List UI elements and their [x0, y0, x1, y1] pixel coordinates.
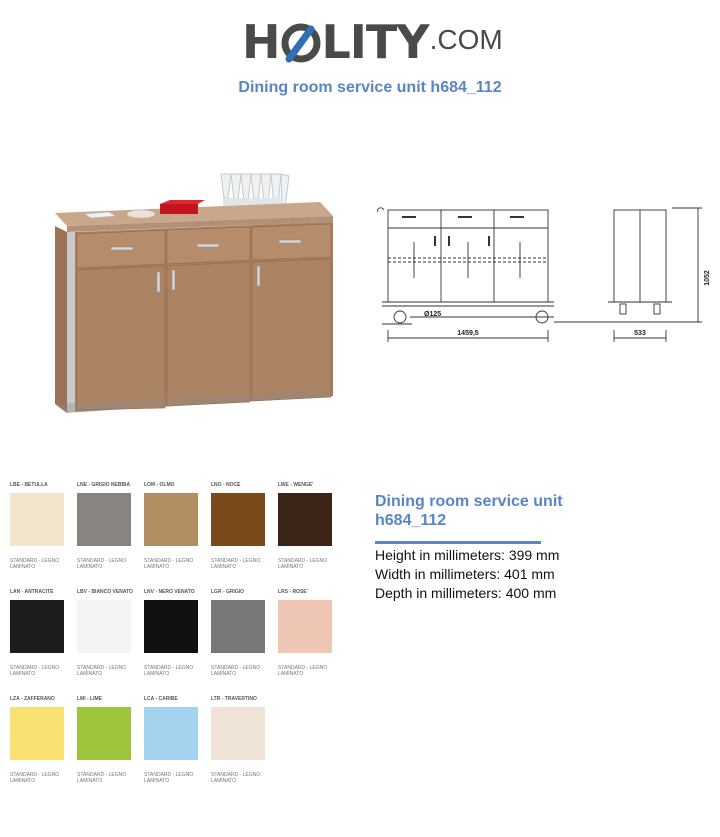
swatch-caption: STANDARD - LEGNO LAMINATO: [77, 558, 127, 570]
swatch-color[interactable]: [10, 707, 64, 760]
depth-dimension-label: 533: [634, 330, 646, 337]
logo-wordmark: [242, 14, 429, 70]
swatch-caption: STANDARD - LEGNO LAMINATO: [278, 558, 328, 570]
swatch-caption: STANDARD - LEGNO LAMINATO: [278, 665, 328, 677]
color-swatch-grid: [10, 482, 340, 792]
swatch-caption: STANDARD - LEGNO LAMINATO: [10, 665, 60, 677]
swatch-item[interactable]: [77, 696, 133, 784]
swatch-color[interactable]: [211, 493, 265, 546]
swatch-caption: STANDARD - LEGNO LAMINATO: [211, 665, 261, 677]
wheel-diameter-label: Ø125: [424, 311, 442, 318]
swatch-color[interactable]: [211, 707, 265, 760]
swatch-code: LWE - WENGE': [278, 482, 314, 488]
swatch-caption: STANDARD - LEGNO LAMINATO: [144, 772, 194, 784]
page-title: Dining room service unit h684_112: [238, 79, 502, 96]
swatch-item[interactable]: [278, 589, 334, 677]
swatch-caption: STANDARD - LEGNO LAMINATO: [144, 665, 194, 677]
swatch-item[interactable]: [144, 696, 200, 784]
swatch-color[interactable]: [211, 600, 265, 653]
swatch-item[interactable]: [10, 482, 66, 570]
swatch-item[interactable]: [77, 482, 133, 570]
swatch-code: LBV - BIANCO VENATO: [77, 589, 133, 595]
swatch-color[interactable]: [10, 493, 64, 546]
swatch-code: LNO - NOCE: [211, 482, 241, 488]
swatch-color[interactable]: [10, 600, 64, 653]
swatch-code: LOM - OLMO: [144, 482, 175, 488]
swatch-caption: STANDARD - LEGNO LAMINATO: [77, 772, 127, 784]
swatch-item[interactable]: [211, 696, 267, 784]
swatch-item[interactable]: [211, 589, 267, 677]
swatch-caption: STANDARD - LEGNO LAMINATO: [10, 558, 60, 570]
swatch-color[interactable]: [77, 493, 131, 546]
height-dimension-label: 1052: [704, 270, 711, 286]
swatch-code: LNV - NERO VENATO: [144, 589, 195, 595]
swatch-item[interactable]: [10, 589, 66, 677]
swatch-caption: STANDARD - LEGNO LAMINATO: [10, 772, 60, 784]
swatch-code: LBE - BETULLA: [10, 482, 48, 488]
swatch-code: LGR - GRIGIO: [211, 589, 245, 595]
spec-depth: Depth in millimeters: 400 mm: [375, 585, 557, 601]
spec-list: [375, 546, 559, 603]
logo-letter-h: H: [242, 15, 280, 69]
product-title: Dining room service unit h684_112: [375, 493, 563, 529]
swatch-item[interactable]: [77, 589, 133, 677]
swatch-color[interactable]: [144, 493, 198, 546]
swatch-color[interactable]: [144, 600, 198, 653]
site-logo[interactable]: [242, 14, 503, 70]
swatch-code: LAN - ANTRACITE: [10, 589, 54, 595]
title-divider: [375, 541, 541, 544]
swatch-caption: STANDARD - LEGNO LAMINATO: [144, 558, 194, 570]
swatch-color[interactable]: [278, 600, 332, 653]
logo-o-icon: [281, 23, 321, 63]
spec-width: Width in millimeters: 401 mm: [375, 566, 555, 582]
logo-letters-lity: LITY: [321, 15, 429, 69]
product-image: [45, 168, 340, 418]
swatch-color[interactable]: [278, 493, 332, 546]
swatch-item[interactable]: [144, 482, 200, 570]
swatch-item[interactable]: [278, 482, 334, 570]
swatch-caption: STANDARD - LEGNO LAMINATO: [77, 665, 127, 677]
swatch-code: LZA - ZAFFERANO: [10, 696, 55, 702]
swatch-item[interactable]: [144, 589, 200, 677]
swatch-caption: STANDARD - LEGNO LAMINATO: [211, 558, 261, 570]
swatch-item[interactable]: [10, 696, 66, 784]
swatch-code: LRS - ROSE': [278, 589, 308, 595]
swatch-code: LMI - LIME: [77, 696, 102, 702]
swatch-code: LCA - CARIBE: [144, 696, 178, 702]
spec-height: Height in millimeters: 399 mm: [375, 547, 560, 563]
width-dimension-label: 1459,5: [457, 330, 479, 337]
swatch-item[interactable]: [211, 482, 267, 570]
logo-suffix: .COM: [429, 24, 503, 55]
swatch-color[interactable]: [77, 707, 131, 760]
swatch-code: LTR - TRAVERTINO: [211, 696, 257, 702]
swatch-color[interactable]: [144, 707, 198, 760]
swatch-color[interactable]: [77, 600, 131, 653]
swatch-caption: STANDARD - LEGNO LAMINATO: [211, 772, 261, 784]
technical-drawing: [372, 198, 717, 353]
swatch-code: LNE - GRIGIO NEBBIA: [77, 482, 131, 488]
